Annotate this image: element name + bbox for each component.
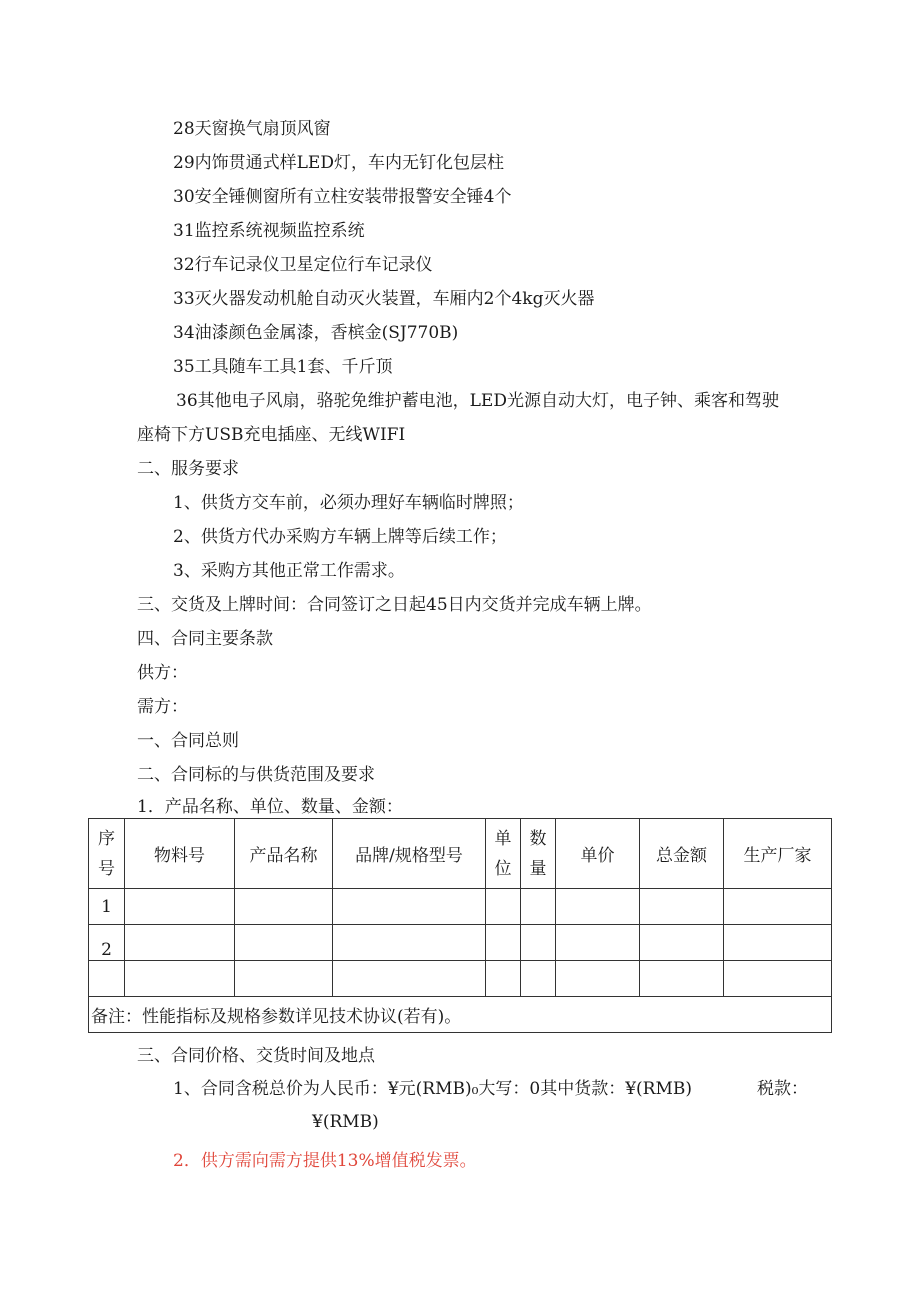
table-row <box>89 889 832 925</box>
row-number <box>89 961 125 997</box>
spec-item-32: 32行车记录仪卫星定位行车记录仪 <box>173 255 433 275</box>
header-brand: 品牌/规格型号 <box>333 819 486 889</box>
spec-item-31: 31监控系统视频监控系统 <box>173 221 365 241</box>
header-seq: 序 号 <box>89 819 125 889</box>
supplier-label: 供方： <box>137 663 188 683</box>
header-total: 总金额 <box>640 819 724 889</box>
table-note-row <box>89 997 832 1033</box>
header-product: 产品名称 <box>235 819 333 889</box>
buyer-label: 需方： <box>137 697 188 717</box>
spec-item-33: 33灭火器发动机舱自动灭火装置，车厢内2个4kg灭火器 <box>173 289 595 309</box>
row-number: 2 <box>89 925 125 961</box>
product-line: 1．产品名称、单位、数量、金额： <box>137 797 403 817</box>
header-material: 物料号 <box>125 819 235 889</box>
spec-item-36-cont: 座椅下方USB充电插座、无线WIFI <box>137 425 406 445</box>
table-note: 备注：性能指标及规格参数详见技术协议(若有)。 <box>89 997 832 1033</box>
row-number: 1 <box>89 889 125 925</box>
spec-item-36: 36其他电子风扇，骆驼免维护蓄电池，LED光源自动大灯，电子钟、乘客和驾驶 <box>176 391 779 411</box>
tax-label: 税款： <box>757 1079 808 1099</box>
spec-item-34: 34油漆颜色金属漆，香槟金(SJ770B) <box>173 323 459 343</box>
header-price: 单价 <box>556 819 640 889</box>
header-unit: 单 位 <box>486 819 521 889</box>
contract-heading: 四、合同主要条款 <box>137 629 273 649</box>
spec-item-28: 28天窗换气扇顶风窗 <box>173 119 331 139</box>
header-qty: 数 量 <box>521 819 556 889</box>
contract-general: 一、合同总则 <box>137 731 239 751</box>
delivery-time: 三、交货及上牌时间：合同签订之日起45日内交货并完成车辆上牌。 <box>137 595 652 615</box>
invoice-requirement: 2．供方需向需方提供13%增值税发票。 <box>173 1151 477 1171</box>
price-line-1b: ¥(RMB) <box>312 1112 379 1132</box>
price-heading: 三、合同价格、交货时间及地点 <box>137 1046 375 1066</box>
spec-item-35: 35工具随车工具1套、千斤顶 <box>173 357 393 377</box>
table-row <box>89 925 832 961</box>
service-item-2: 2、供货方代办采购方车辆上牌等后续工作； <box>173 527 507 547</box>
service-heading: 二、服务要求 <box>137 459 239 479</box>
service-item-1: 1、供货方交车前，必须办理好车辆临时牌照； <box>173 493 524 513</box>
header-maker: 生产厂家 <box>724 819 832 889</box>
price-line-1: 1、合同含税总价为人民币：¥元(RMB)₀大写：0其中货款：¥(RMB) <box>173 1079 693 1099</box>
table-row <box>89 961 832 997</box>
spec-item-30: 30安全锤侧窗所有立柱安装带报警安全锤4个 <box>173 187 512 207</box>
contract-scope: 二、合同标的与供货范围及要求 <box>137 765 375 785</box>
product-table <box>88 818 832 1033</box>
spec-item-29: 29内饰贯通式样LED灯，车内无钉化包层柱 <box>173 153 504 173</box>
table-header-row <box>89 819 832 889</box>
service-item-3: 3、采购方其他正常工作需求。 <box>173 561 405 581</box>
